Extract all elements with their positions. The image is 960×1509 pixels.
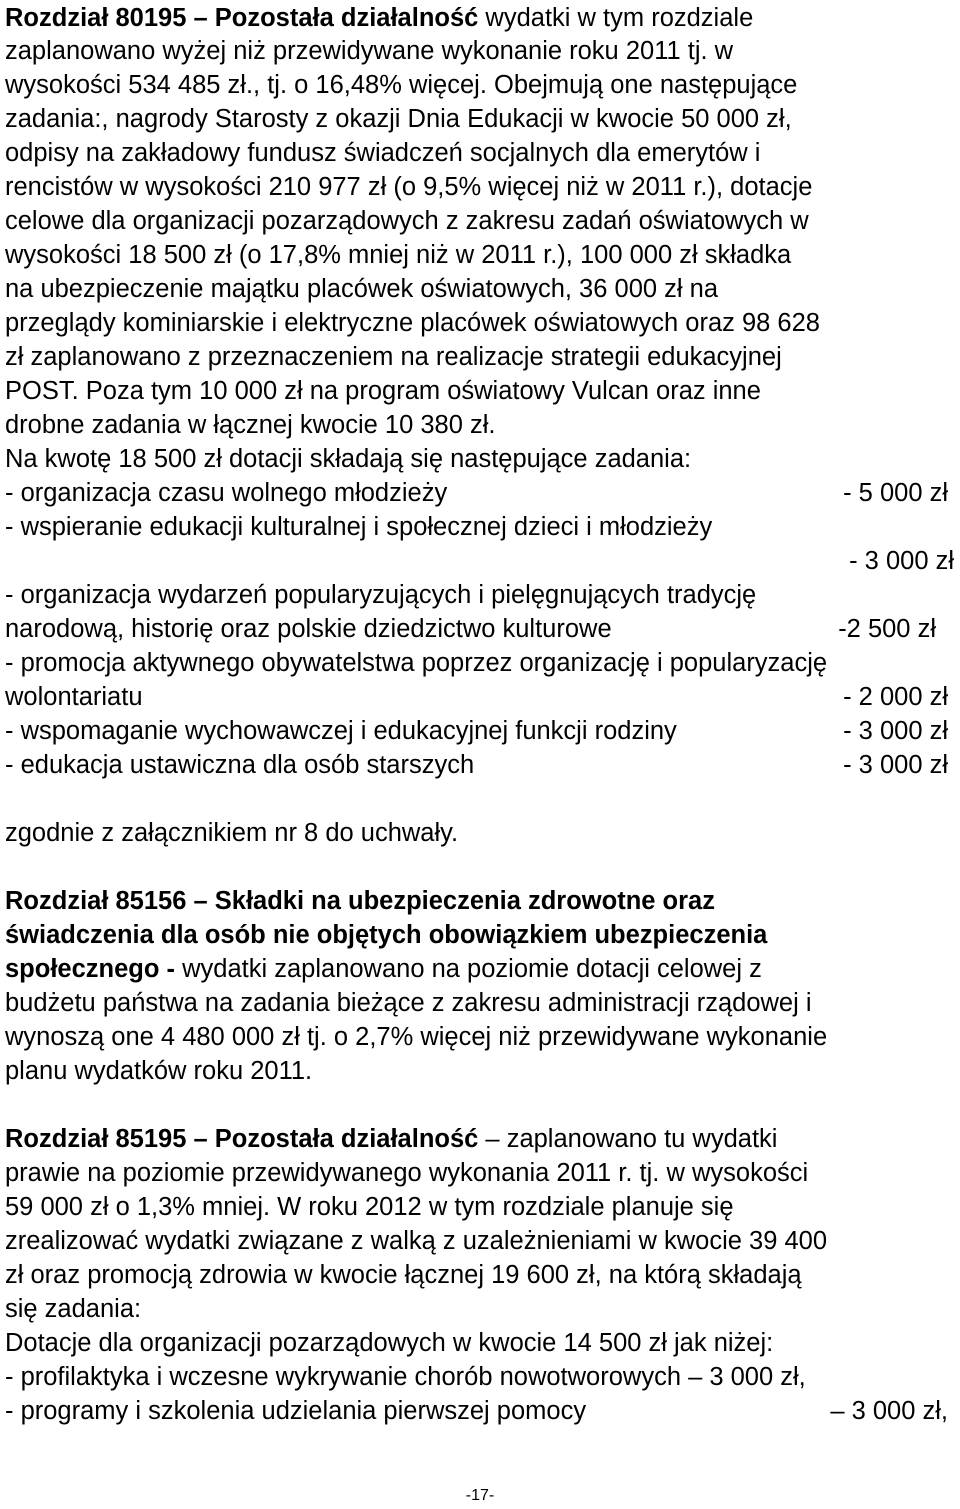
list-item-continuation: narodową, historię oraz polskie dziedzictwo kulturowe -2 500 zł — [5, 612, 954, 646]
list-item-continuation: wolontariatu - 2 000 zł — [5, 680, 954, 714]
list-item: - wspieranie edukacji kulturalnej i społecznej dzieci i młodzieży — [5, 513, 713, 541]
para-85195-line-2: prawie na poziomie przewidywanego wykonania 2011 r. tj. w wysokości — [5, 1159, 809, 1187]
para-85156-line-5: wynoszą one 4 480 000 zł tj. o 2,7% więcej niż przewidywane wykonanie — [5, 1023, 828, 1051]
page-number: -17- — [465, 1487, 495, 1504]
para-85156-line-4: budżetu państwa na zadania bieżące z zakresu administracji rządowej i — [5, 989, 812, 1017]
amount: - 3 000 zł — [849, 547, 954, 575]
para-85195-line-6: się zadania: — [5, 1295, 142, 1323]
para-85195-line-5: zł oraz promocją zdrowia w kwocie łącznej 19 600 zł, na którą składają — [5, 1261, 802, 1289]
para-80195-line-1: Rozdział 80195 – Pozostała działalność wydatki w tym rozdziale — [5, 4, 754, 32]
list-item: - organizacja wydarzeń popularyzujących i pielęgnujących tradycję — [5, 581, 757, 609]
para-80195-line-2: zaplanowano wyżej niż przewidywane wykonanie roku 2011 tj. w — [5, 37, 734, 65]
para-80195-line-10: przeglądy kominiarskie i elektryczne placówek oświatowych oraz 98 628 — [5, 309, 820, 337]
dotacje-closing: zgodnie z załącznikiem nr 8 do uchwały. — [5, 819, 459, 847]
amount: – 3 000 zł, — [830, 1397, 948, 1425]
heading-80195: Rozdział 80195 – Pozostała działalność — [5, 4, 479, 32]
list-item: - profilaktyka i wczesne wykrywanie chorób nowotworowych – 3 000 zł, — [5, 1363, 806, 1391]
para-80195-line-8: wysokości 18 500 zł (o 17,8% mniej niż w 2011 r.), 100 000 zł składka — [5, 241, 792, 269]
list-item: - edukacja ustawiczna dla osób starszych - 3 000 zł — [5, 748, 954, 782]
list-item: - promocja aktywnego obywatelstwa poprzez organizację i popularyzację — [5, 649, 828, 677]
para-80195-line-4: zadania:, nagrody Starosty z okazji Dnia Edukacji w kwocie 50 000 zł, — [5, 105, 792, 133]
amount: - 3 000 zł — [843, 717, 948, 745]
para-80195-line-12: POST. Poza tym 10 000 zł na program oświatowy Vulcan oraz inne — [5, 377, 761, 405]
para-85156-line-3: społecznego - wydatki zaplanowano na poziomie dotacji celowej z — [5, 955, 762, 983]
para-80195-line-5: odpisy na zakładowy fundusz świadczeń socjalnych dla emerytów i — [5, 139, 761, 167]
para-80195-line-13: drobne zadania w łącznej kwocie 10 380 zł. — [5, 411, 496, 439]
para-85195-line-4: zrealizować wydatki związane z walką z uzależnieniami w kwocie 39 400 — [5, 1227, 828, 1255]
para-80195-line-9: na ubezpieczenie majątku placówek oświatowych, 36 000 zł na — [5, 275, 719, 303]
list-item: - programy i szkolenia udzielania pierwszej pomocy – 3 000 zł, — [5, 1394, 954, 1428]
para-85195-line-1: Rozdział 85195 – Pozostała działalność – zaplanowano tu wydatki — [5, 1125, 778, 1153]
list-item: - wspomaganie wychowawczej i edukacyjnej funkcji rodziny - 3 000 zł — [5, 714, 954, 748]
para-80195-line-7: celowe dla organizacji pozarządowych z zakresu zadań oświatowych w — [5, 207, 809, 235]
amount: - 2 000 zł — [843, 683, 948, 711]
para-85195-line-7: Dotacje dla organizacji pozarządowych w kwocie 14 500 zł jak niżej: — [5, 1329, 774, 1357]
amount: - 5 000 zł — [843, 479, 948, 507]
para-85156-line-6: planu wydatków roku 2011. — [5, 1057, 313, 1085]
para-80195-line-3: wysokości 534 485 zł., tj. o 16,48% więcej. Obejmują one następujące — [5, 71, 798, 99]
para-80195-line-6: rencistów w wysokości 210 977 zł (o 9,5% więcej niż w 2011 r.), dotacje — [5, 173, 813, 201]
list-item: - organizacja czasu wolnego młodzieży - 5 000 zł — [5, 476, 954, 510]
heading-85195: Rozdział 85195 – Pozostała działalność — [5, 1125, 479, 1153]
amount: -2 500 zł — [838, 615, 936, 643]
dotacje-intro: Na kwotę 18 500 zł dotacji składają się następujące zadania: — [5, 445, 692, 473]
amount: - 3 000 zł — [843, 751, 948, 779]
para-80195-line-11: zł zaplanowano z przeznaczeniem na realizacje strategii edukacyjnej — [5, 343, 782, 371]
heading-85156-line-1: Rozdział 85156 – Składki na ubezpieczenia zdrowotne oraz — [5, 887, 715, 915]
para-85195-line-3: 59 000 zł o 1,3% mniej. W roku 2012 w tym rozdziale planuje się — [5, 1193, 734, 1221]
heading-85156-line-2: świadczenia dla osób nie objętych obowiązkiem ubezpieczenia — [5, 921, 768, 949]
